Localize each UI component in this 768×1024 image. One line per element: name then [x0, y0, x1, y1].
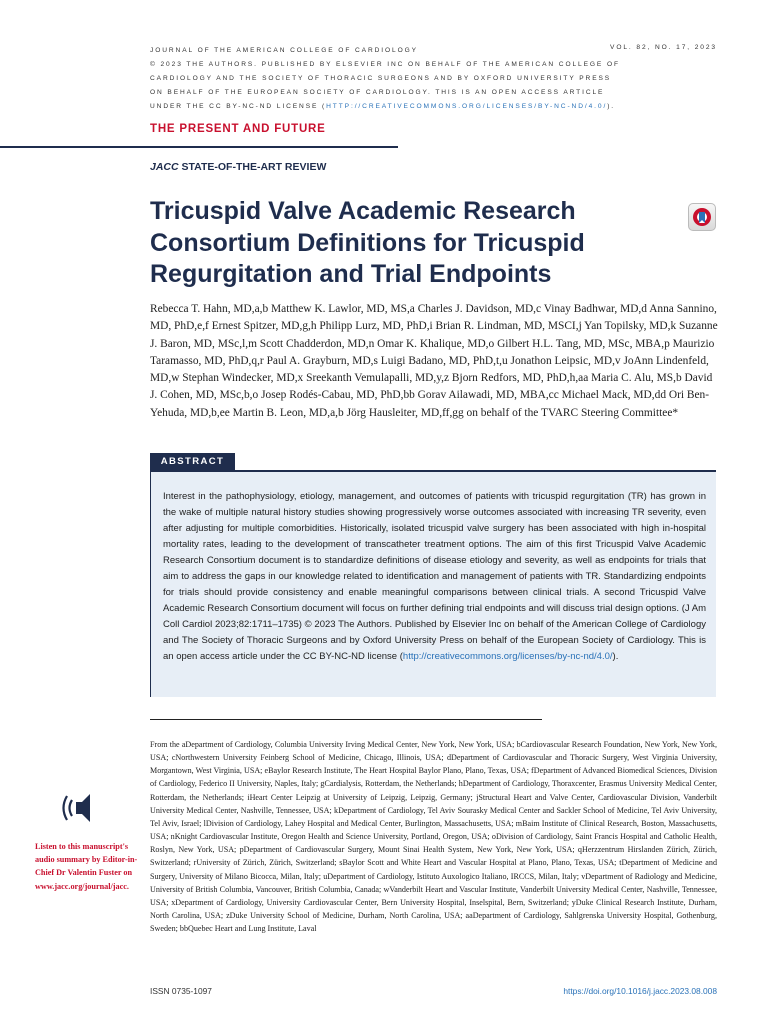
article-title: Tricuspid Valve Academic Research Consortium Definitions for Tricuspid Regurgitation and Trial Endpoints — [150, 197, 585, 288]
journal-abbrev: JACC — [150, 161, 179, 173]
header-license-line — [150, 100, 620, 114]
header-line-4: ON BEHALF OF THE EUROPEAN SOCIETY OF CARDIOLOGY. THIS IS AN OPEN ACCESS ARTICLE — [150, 88, 605, 96]
header-license-link[interactable]: HTTP://CREATIVECOMMONS.ORG/LICENSES/BY-NC-ND/4.0/ — [326, 102, 608, 110]
abstract-end: ). — [612, 650, 619, 662]
abstract-text: Interest in the pathophysiology, etiology, management, and outcomes of patients with tricuspid regurgitation (TR) has grown in the wake of multiple natural history studies showing progressively worse outcomes associated with increasing TR severity, even after adjusting for multiple comorbidities. Historically, isolated tricuspid valve surgery has been associated with high in-hospital mortality rates, leading to the development of transcatheter treatment options. The aim of this first Tricuspid Valve Academic Research Consortium document is to standardize definitions of disease etiology and severity, as well as endpoints for trials that aim to address the gaps in our knowledge related to identification and management of patients with TR. Standardizing endpoints for trials should provide consistency and enable meaningful comparisons between clinical trials. A second Tricuspid Valve Academic Research Consortium document will focus on further defining trial endpoints and will discuss trial design options. (J Am Coll Cardiol 2023;82:1711–1735) © 2023 The Authors. Published by Elsevier Inc on behalf of the American College of Cardiology and The Society of Thoracic Surgeons and by Oxford University Press on behalf of the European Society of Cardiology. This is an open access article under the CC BY-NC-ND license ( — [163, 491, 706, 662]
header-line-3: CARDIOLOGY AND THE SOCIETY OF THORACIC SURGEONS AND BY OXFORD UNIVERSITY PRESS — [150, 74, 612, 82]
crossmark-icon[interactable] — [688, 203, 716, 231]
affiliations-divider — [150, 719, 542, 720]
header-line-1: JOURNAL OF THE AMERICAN COLLEGE OF CARDIOLOGY — [150, 47, 418, 54]
license-prefix: UNDER THE CC BY-NC-ND LICENSE ( — [150, 102, 327, 110]
issn: ISSN 0735-1097 — [150, 986, 212, 996]
article-type-text: STATE-OF-THE-ART REVIEW — [178, 161, 327, 173]
section-divider — [0, 146, 398, 148]
doi — [563, 986, 717, 996]
header-line-2: © 2023 THE AUTHORS. PUBLISHED BY ELSEVIER INC ON BEHALF OF THE AMERICAN COLLEGE OF — [150, 60, 620, 68]
abstract-label: ABSTRACT — [150, 453, 235, 471]
volume-info: VOL. 82, NO. 17, 2023 — [610, 44, 717, 51]
journal-header — [150, 44, 620, 114]
abstract-body — [163, 489, 706, 665]
author-list: Rebecca T. Hahn, MD,a,b Matthew K. Lawlor, MD, MS,a Charles J. Davidson, MD,c Vinay Badhwar, MD,d Anna Sannino, MD, PhD,e,f Ernest Spitzer, MD,g,h Philipp Lurz, MD, PhD,i Brian R. Lindman, MD, MSCI,j Yan Topilsky, MD,k Suzanne J. Baron, MD, MSc,l,m Scott Chadderdon, MD,n Omar K. Khalique, MD,o Gilbert H.L. Tang, MD, MSc, MBA,p Maurizio Taramasso, MD, PhD,q,r Paul A. Grayburn, MD,s Luigi Badano, MD, PhD,t,u Jonathon Leipsic, MD,v JoAnn Lindenfeld, MD,w Stephan Windecker, MD,x Sreekanth Vemulapalli, MD,y,z Bjorn Redfors, MD, PhD,h,aa Maria C. Alu, MS,b David J. Cohen, MD, MSc,b,o Josep Rodés-Cabau, MD, PhD,bb Gorav Ailawadi, MD, MBA,cc Michael Mack, MD,dd Ori Ben-Yehuda, MD,b,ee Martin B. Leon, MD,a,b Jörg Hausleiter, MD,ff,gg on behalf of the TVARC Steering Committee* — [150, 303, 718, 419]
audio-speaker-icon[interactable] — [60, 786, 104, 830]
doi-link[interactable]: https://doi.org/10.1016/j.jacc.2023.08.008 — [563, 986, 717, 996]
section-label: THE PRESENT AND FUTURE — [150, 123, 326, 135]
audio-summary-note[interactable]: Listen to this manuscript's audio summary by Editor-in-Chief Dr Valentin Fuster on www.jacc.org/journal/jacc. — [35, 842, 138, 891]
affiliations: From the aDepartment of Cardiology, Columbia University Irving Medical Center, New York, New York, USA; bCardiovascular Research Foundation, New York, New York, USA; cNorthwestern University Feinberg School of Medicine, Chicago, Illinois, USA; dDepartment of Cardiovascular and Thoracic Surgery, West Virginia University, Morgantown, West Virginia, USA; eBaylor Research Institute, The Heart Hospital Baylor Plano, Plano, Texas, USA; fDepartment of Advanced Biomedical Sciences, Division of Cardiology, Federico II University, Naples, Italy; gCardialysis, Rotterdam, the Netherlands; hDepartment of Cardiology, Thoraxcenter, Erasmus University Medical Center, Rotterdam, the Netherlands; iHeart Center Leipzig at University of Leipzig, Leipzig, Germany; jStructural Heart and Valve Center, Cardiovascular Division, Vanderbilt University Medical Center, Nashville, Tennessee, USA; kDepartment of Cardiology, Tel Aviv Sourasky Medical Center and Sackler School of Medicine, Tel Aviv University, Tel Aviv, Israel; lDivision of Cardiology, Lahey Hospital and Medical Center, Burlington, Massachusetts, USA; mBaim Institute of Clinical Research, Boston, Massachusetts, USA; nKnight Cardiovascular Institute, Oregon Health and Science University, Portland, Oregon, USA; oDivision of Cardiology, Saint Francis Hospital and Catholic Health, Roslyn, New York, USA; pDepartment of Cardiovascular Surgery, Mount Sinai Health System, New York, New York, USA; qHerzzentrum Hirslanden Zürich, Zürich, Switzerland; rUniversity of Zürich, Zürich, Switzerland; sBaylor Scott and White Heart and Vascular Hospital at Plano, Plano, Texas, USA; tDepartment of Medicine and Surgery, University of Milano Bicocca, Milan, Italy; uDepartment of Cardiology, Istituto Auxologico Italiano, IRCCS, Milan, Italy; vDepartment of Radiology and Medicine, University of British Columbia, Vancouver, British Columbia, Canada; wVanderbilt Heart and Vascular Institute, Vanderbilt University Medical Center, Nashville, Tennessee, USA; xDepartment of Cardiology, University Cardiovascular Center, Bern University Hospital, Inselspital, Bern, Switzerland; yDuke Clinical Research Institute, Durham, North Carolina, USA; zDuke University School of Medicine, Durham, North Carolina, USA; aaDepartment of Cardiology, Sahlgrenska University Hospital, Gothenburg, Sweden; bbQuebec Heart and Lung Institute, Laval — [150, 740, 717, 934]
license-suffix: ). — [607, 102, 616, 110]
abstract-license-link[interactable]: http://creativecommons.org/licenses/by-nc-nd/4.0/ — [402, 650, 613, 662]
article-type — [150, 161, 326, 173]
